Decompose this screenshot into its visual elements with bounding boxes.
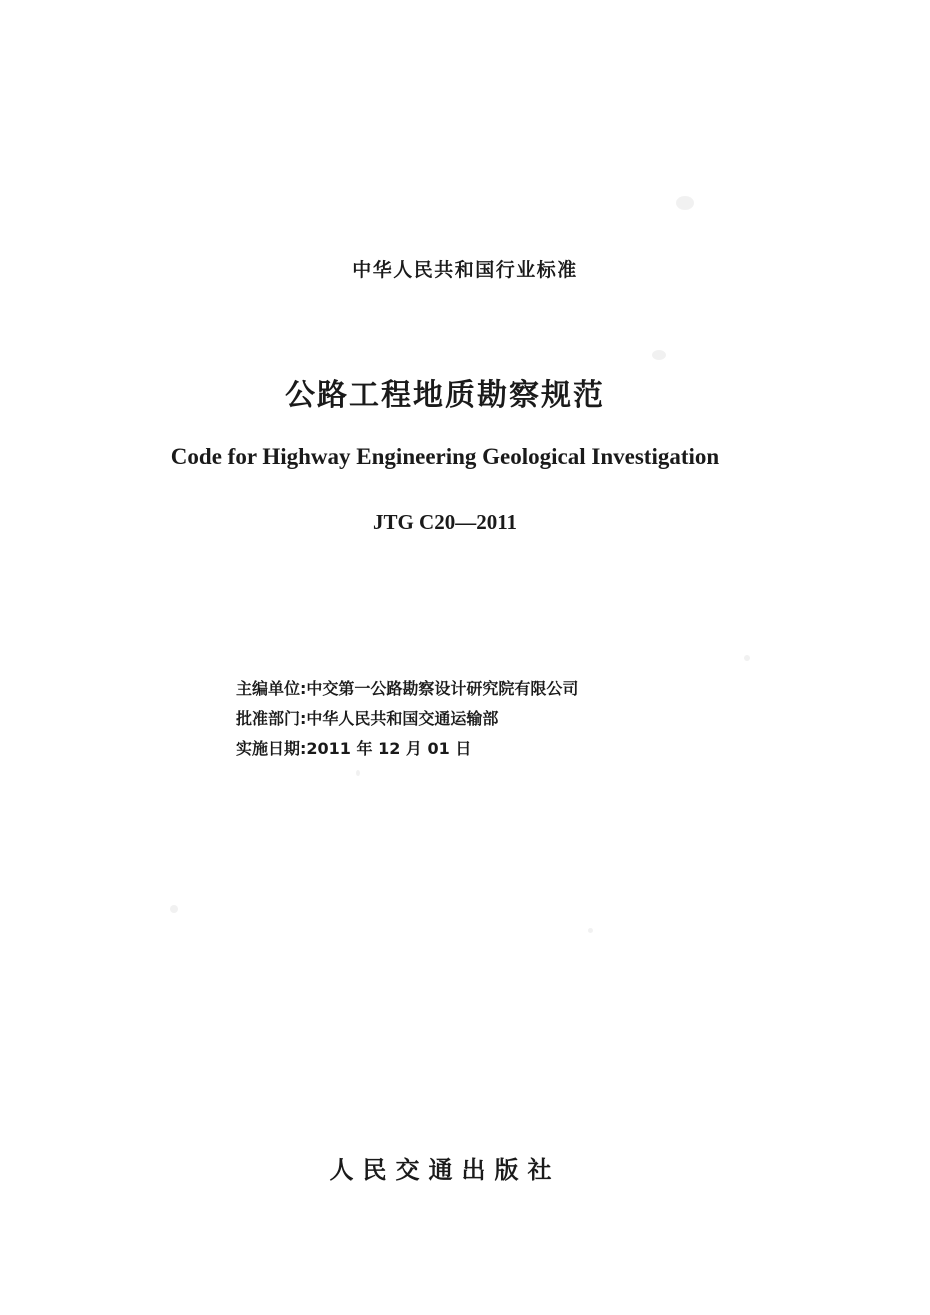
- publication-info: [236, 674, 578, 764]
- chief-editor-line: 主编单位:中交第一公路勘察设计研究院有限公司: [236, 679, 579, 698]
- paper-speck: [652, 350, 666, 360]
- paper-speck: [170, 905, 178, 913]
- document-title-english: Code for Highway Engineering Geological Investigation: [170, 444, 720, 469]
- standard-code-number: JTG C20—2011: [372, 510, 518, 534]
- document-title-chinese: 公路工程地质勘察规范: [285, 378, 605, 413]
- paper-speck: [744, 655, 750, 661]
- effective-date-line: 实施日期:2011 年 12 月 01 日: [236, 739, 472, 758]
- paper-speck: [676, 196, 694, 210]
- paper-speck: [356, 770, 360, 776]
- paper-speck: [588, 928, 593, 933]
- industry-standard-heading: 中华人民共和国行业标准: [352, 259, 578, 281]
- publisher-name: 人民交通出版社: [329, 1155, 561, 1184]
- approving-authority-line: 批准部门:中华人民共和国交通运输部: [236, 709, 499, 728]
